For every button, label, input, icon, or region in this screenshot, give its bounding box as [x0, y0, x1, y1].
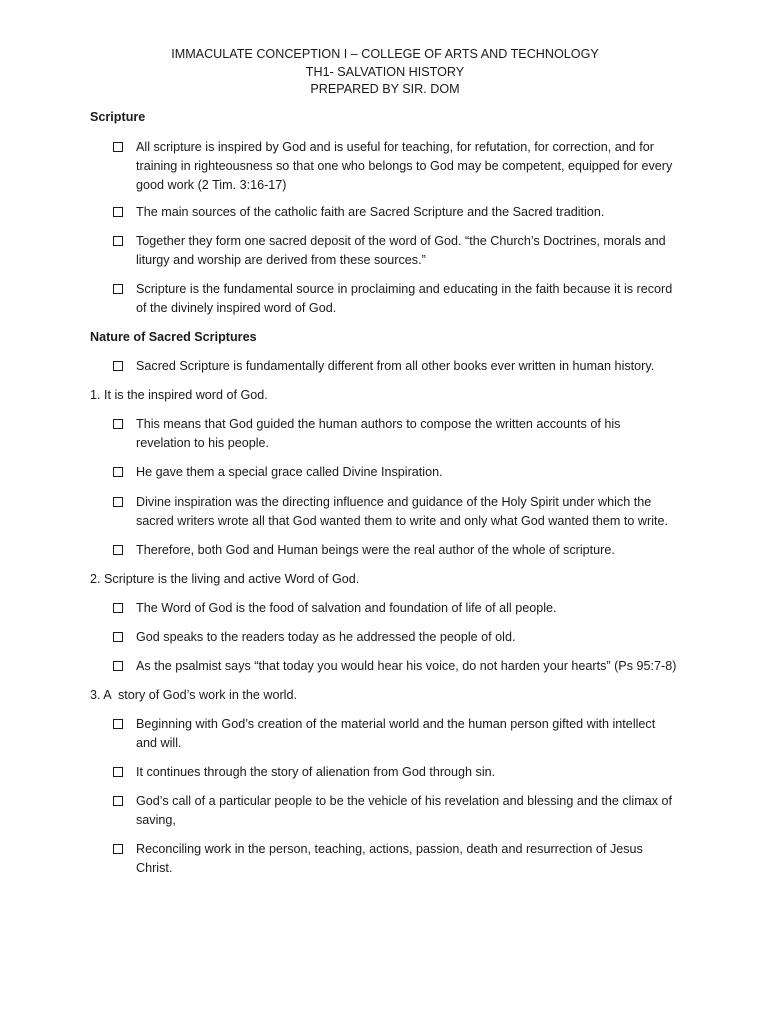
nature-list [90, 357, 678, 376]
list-item: The Word of God is the food of salvation and foundation of life of all people. [90, 599, 678, 618]
section-heading-scripture: Scripture [90, 109, 146, 124]
list-item: As the psalmist says “that today you would hear his voice, do not harden your hearts” (Ps 95:7-8) [90, 657, 678, 676]
checkbox-icon [113, 545, 123, 555]
numbered-point-2: 2. Scripture is the living and active Word of God. [90, 571, 360, 586]
checkbox-icon [113, 844, 123, 854]
point1-list [90, 415, 678, 560]
point3-list [90, 715, 678, 878]
list-item: This means that God guided the human authors to compose the written accounts of his revelation to his people. [90, 415, 678, 453]
numbered-point-1: 1. It is the inspired word of God. [90, 387, 268, 402]
list-item: All scripture is inspired by God and is useful for teaching, for refutation, for correction, and for training in righteousness so that one who belongs to God may be competent, equipped for every good work (2 Tim. 3:16-17) [90, 138, 678, 195]
list-item: Together they form one sacred deposit of the word of God. “the Church’s Doctrines, morals and liturgy and worship are derived from these sources.” [90, 232, 678, 270]
list-item: God speaks to the readers today as he addressed the people of old. [90, 628, 678, 647]
checkbox-icon [113, 497, 123, 507]
list-item: Beginning with God’s creation of the material world and the human person gifted with intellect and will. [90, 715, 678, 753]
section-heading-nature: Nature of Sacred Scriptures [90, 329, 257, 344]
checkbox-icon [113, 467, 123, 477]
scripture-list [90, 138, 678, 318]
document-header [92, 46, 678, 99]
numbered-point-3: 3. A story of God’s work in the world. [90, 687, 297, 702]
list-item: God’s call of a particular people to be the vehicle of his revelation and blessing and the climax of saving, [90, 792, 678, 830]
list-item: Scripture is the fundamental source in proclaiming and educating in the faith because it is record of the divinely inspired word of God. [90, 280, 678, 318]
institution-name: IMMACULATE CONCEPTION I – COLLEGE OF ARTS AND TECHNOLOGY [171, 47, 599, 61]
checkbox-icon [113, 767, 123, 777]
checkbox-icon [113, 796, 123, 806]
checkbox-icon [113, 236, 123, 246]
list-item: Therefore, both God and Human beings were the real author of the whole of scripture. [90, 541, 678, 560]
list-item: Reconciling work in the person, teaching, actions, passion, death and resurrection of Jesus Christ. [90, 840, 678, 878]
checkbox-icon [113, 719, 123, 729]
checkbox-icon [113, 632, 123, 642]
checkbox-icon [113, 661, 123, 671]
checkbox-icon [113, 419, 123, 429]
list-item: He gave them a special grace called Divine Inspiration. [90, 463, 678, 482]
checkbox-icon [113, 361, 123, 371]
checkbox-icon [113, 207, 123, 217]
checkbox-icon [113, 142, 123, 152]
list-item: It continues through the story of alienation from God through sin. [90, 763, 678, 782]
checkbox-icon [113, 284, 123, 294]
checkbox-icon [113, 603, 123, 613]
list-item: The main sources of the catholic faith are Sacred Scripture and the Sacred tradition. [90, 203, 678, 222]
list-item: Divine inspiration was the directing influence and guidance of the Holy Spirit under which the sacred writers wrote all that God wanted them to write and only what God wanted them to write. [90, 493, 678, 531]
list-item: Sacred Scripture is fundamentally different from all other books ever written in human history. [90, 357, 678, 376]
point2-list [90, 599, 678, 676]
author-line: PREPARED BY SIR. DOM [310, 82, 460, 96]
course-title: TH1- SALVATION HISTORY [305, 64, 465, 79]
